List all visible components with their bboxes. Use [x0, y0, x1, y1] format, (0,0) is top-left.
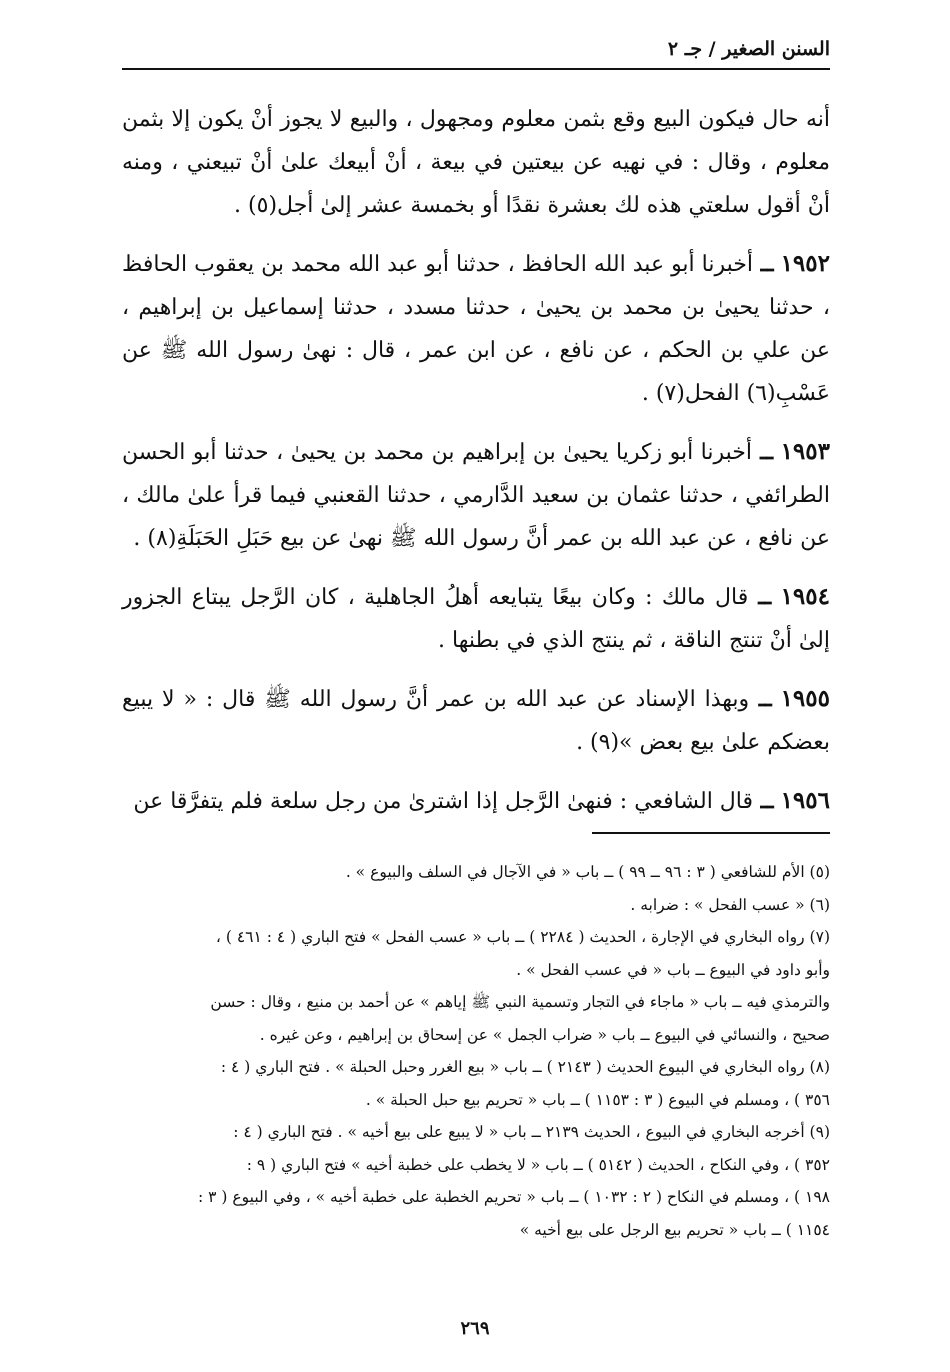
footnote-line: والترمذي فيه ــ باب « ماجاء في التجار وتسمية النبي ﷺ إياهم » عن أحمد بن منيع ، وقال : حسن	[210, 993, 830, 1011]
running-header	[122, 36, 830, 70]
footnote-line: (٥) الأم للشافعي ( ٣ : ٩٦ ــ ٩٩ ) ــ باب « في الآجال في السلف والبيوع » .	[345, 863, 830, 881]
hadith-number: ١٩٥٦	[780, 787, 830, 814]
footnote-line: ٣٥٦ ) ، ومسلم في البيوع ( ٣ : ١١٥٣ ) ــ باب « تحريم بيع حبل الحبلة » .	[365, 1090, 830, 1109]
paragraph-text: قال الشافعي : فنهىٰ الرَّجل إذا اشترىٰ من رجل سلعة فلم يتفرَّقا عن	[133, 789, 754, 814]
hadith-paragraph	[122, 242, 830, 415]
main-text	[122, 98, 830, 838]
footnote-line: صحيح ، والنسائي في البيوع ــ باب « ضراب الجمل » عن إسحاق بن إبراهيم ، وعن غيره .	[259, 1025, 830, 1044]
paragraph-text: أخبرنا أبو زكريا يحيىٰ بن إبراهيم بن محمد بن يحيىٰ ، حدثنا أبو الحسن الطرائفي ، حدثنا عثمان بن سعيد الدَّارمي ، حدثنا القعنبي فيما قرأ علىٰ مالك ، عن نافع ، عن عبد الله بن عمر أنَّ رسول الله ﷺ نهىٰ عن بيع حَبَلِ الحَبَلَةِ(٨) .	[122, 440, 830, 551]
hadith-number: ١٩٥٤	[780, 583, 830, 610]
number-dash: ــ	[752, 439, 774, 465]
paragraph-text: قال مالك : وكان بيعًا يتبايعه أهلُ الجاهلية ، كان الرَّجل يبتاع الجزور إلىٰ أنْ تنتج الناقة ، ثم ينتج الذي في بطنها .	[122, 585, 830, 653]
number-dash: ــ	[749, 686, 772, 712]
footnotes	[122, 856, 830, 1246]
paragraph-text: أنه حال فيكون البيع وقع بثمن معلوم ومجهول ، والبيع لا يجوز أنْ يكون إلا بثمن معلوم ، وقال : في نهيه عن بيعتين في بيعة ، أنْ أبيعك علىٰ أنْ تبيعني ، ومنه أنْ أقول سلعتي هذه لك بعشرة نقدًا أو بخمسة عشر إلىٰ أجل(٥) .	[122, 107, 830, 218]
header-rule	[122, 68, 830, 70]
footnote-line: وأبو داود في البيوع ــ باب « في عسب الفحل » .	[516, 960, 830, 979]
hadith-number: ١٩٥٥	[780, 685, 830, 712]
hadith-paragraph	[122, 677, 830, 764]
footnote-line: (٩) أخرجه البخاري في البيوع ، الحديث ٢١٣٩ ــ باب « لا يبيع على بيع أخيه » . فتح الباري ( ٤ :	[233, 1123, 830, 1141]
footnote-separator	[592, 832, 830, 834]
number-dash: ــ	[753, 251, 774, 277]
hadith-paragraph	[122, 575, 830, 662]
page-number: ٢٦٩	[460, 1318, 490, 1339]
header-title: السنن الصغير / جـ ٢	[667, 38, 830, 60]
footnote-line: ٣٥٢ ) ، وفي النكاح ، الحديث ( ٥١٤٢ ) ــ باب « لا يخطب على خطبة أخيه » فتح الباري ( ٩ :	[246, 1155, 830, 1174]
hadith-paragraph	[122, 779, 830, 823]
footnote-line: (٧) رواه البخاري في الإجارة ، الحديث ( ٢٢٨٤ ) ــ باب « عسب الفحل » فتح الباري ( ٤ : ٤٦١ ) ،	[215, 928, 830, 946]
number-dash: ــ	[748, 584, 772, 610]
hadith-number: ١٩٥٢	[780, 250, 830, 277]
footnote-line: ١٩٨ ) ، ومسلم في النكاح ( ٢ : ١٠٣٢ ) ــ باب « تحريم الخطبة على خطبة أخيه » ، وفي البيوع ( ٣ :	[198, 1188, 830, 1206]
paragraph-text: أخبرنا أبو عبد الله الحافظ ، حدثنا أبو عبد الله محمد بن يعقوب الحافظ ، حدثنا يحيىٰ بن محمد بن يحيىٰ ، حدثنا مسدد ، حدثنا إسماعيل بن إبراهيم ، عن علي بن الحكم ، عن نافع ، عن ابن عمر ، قال : نهىٰ رسول الله ﷺ عن عَسْبِ(٦) الفحل(٧) .	[122, 252, 830, 406]
footnote-line: (٨) رواه البخاري في البيوع الحديث ( ٢١٤٣ ) ــ باب « بيع الغرر وحبل الحبلة » . فتح الباري ( ٤ :	[220, 1058, 830, 1076]
hadith-number: ١٩٥٣	[780, 438, 830, 465]
footnote-line: (٦) « عسب الفحل » : ضرابه .	[630, 895, 830, 914]
number-dash: ــ	[753, 788, 774, 814]
hadith-paragraph	[122, 430, 830, 560]
paragraph-text: وبهذا الإسناد عن عبد الله بن عمر أنَّ رسول الله ﷺ قال : « لا يبيع بعضكم علىٰ بيع بعض »(٩) .	[122, 687, 830, 755]
paragraph-continuation	[122, 98, 830, 227]
footnote-line: ١١٥٤ ) ــ باب « تحريم بيع الرجل على بيع أخيه »	[519, 1220, 830, 1239]
